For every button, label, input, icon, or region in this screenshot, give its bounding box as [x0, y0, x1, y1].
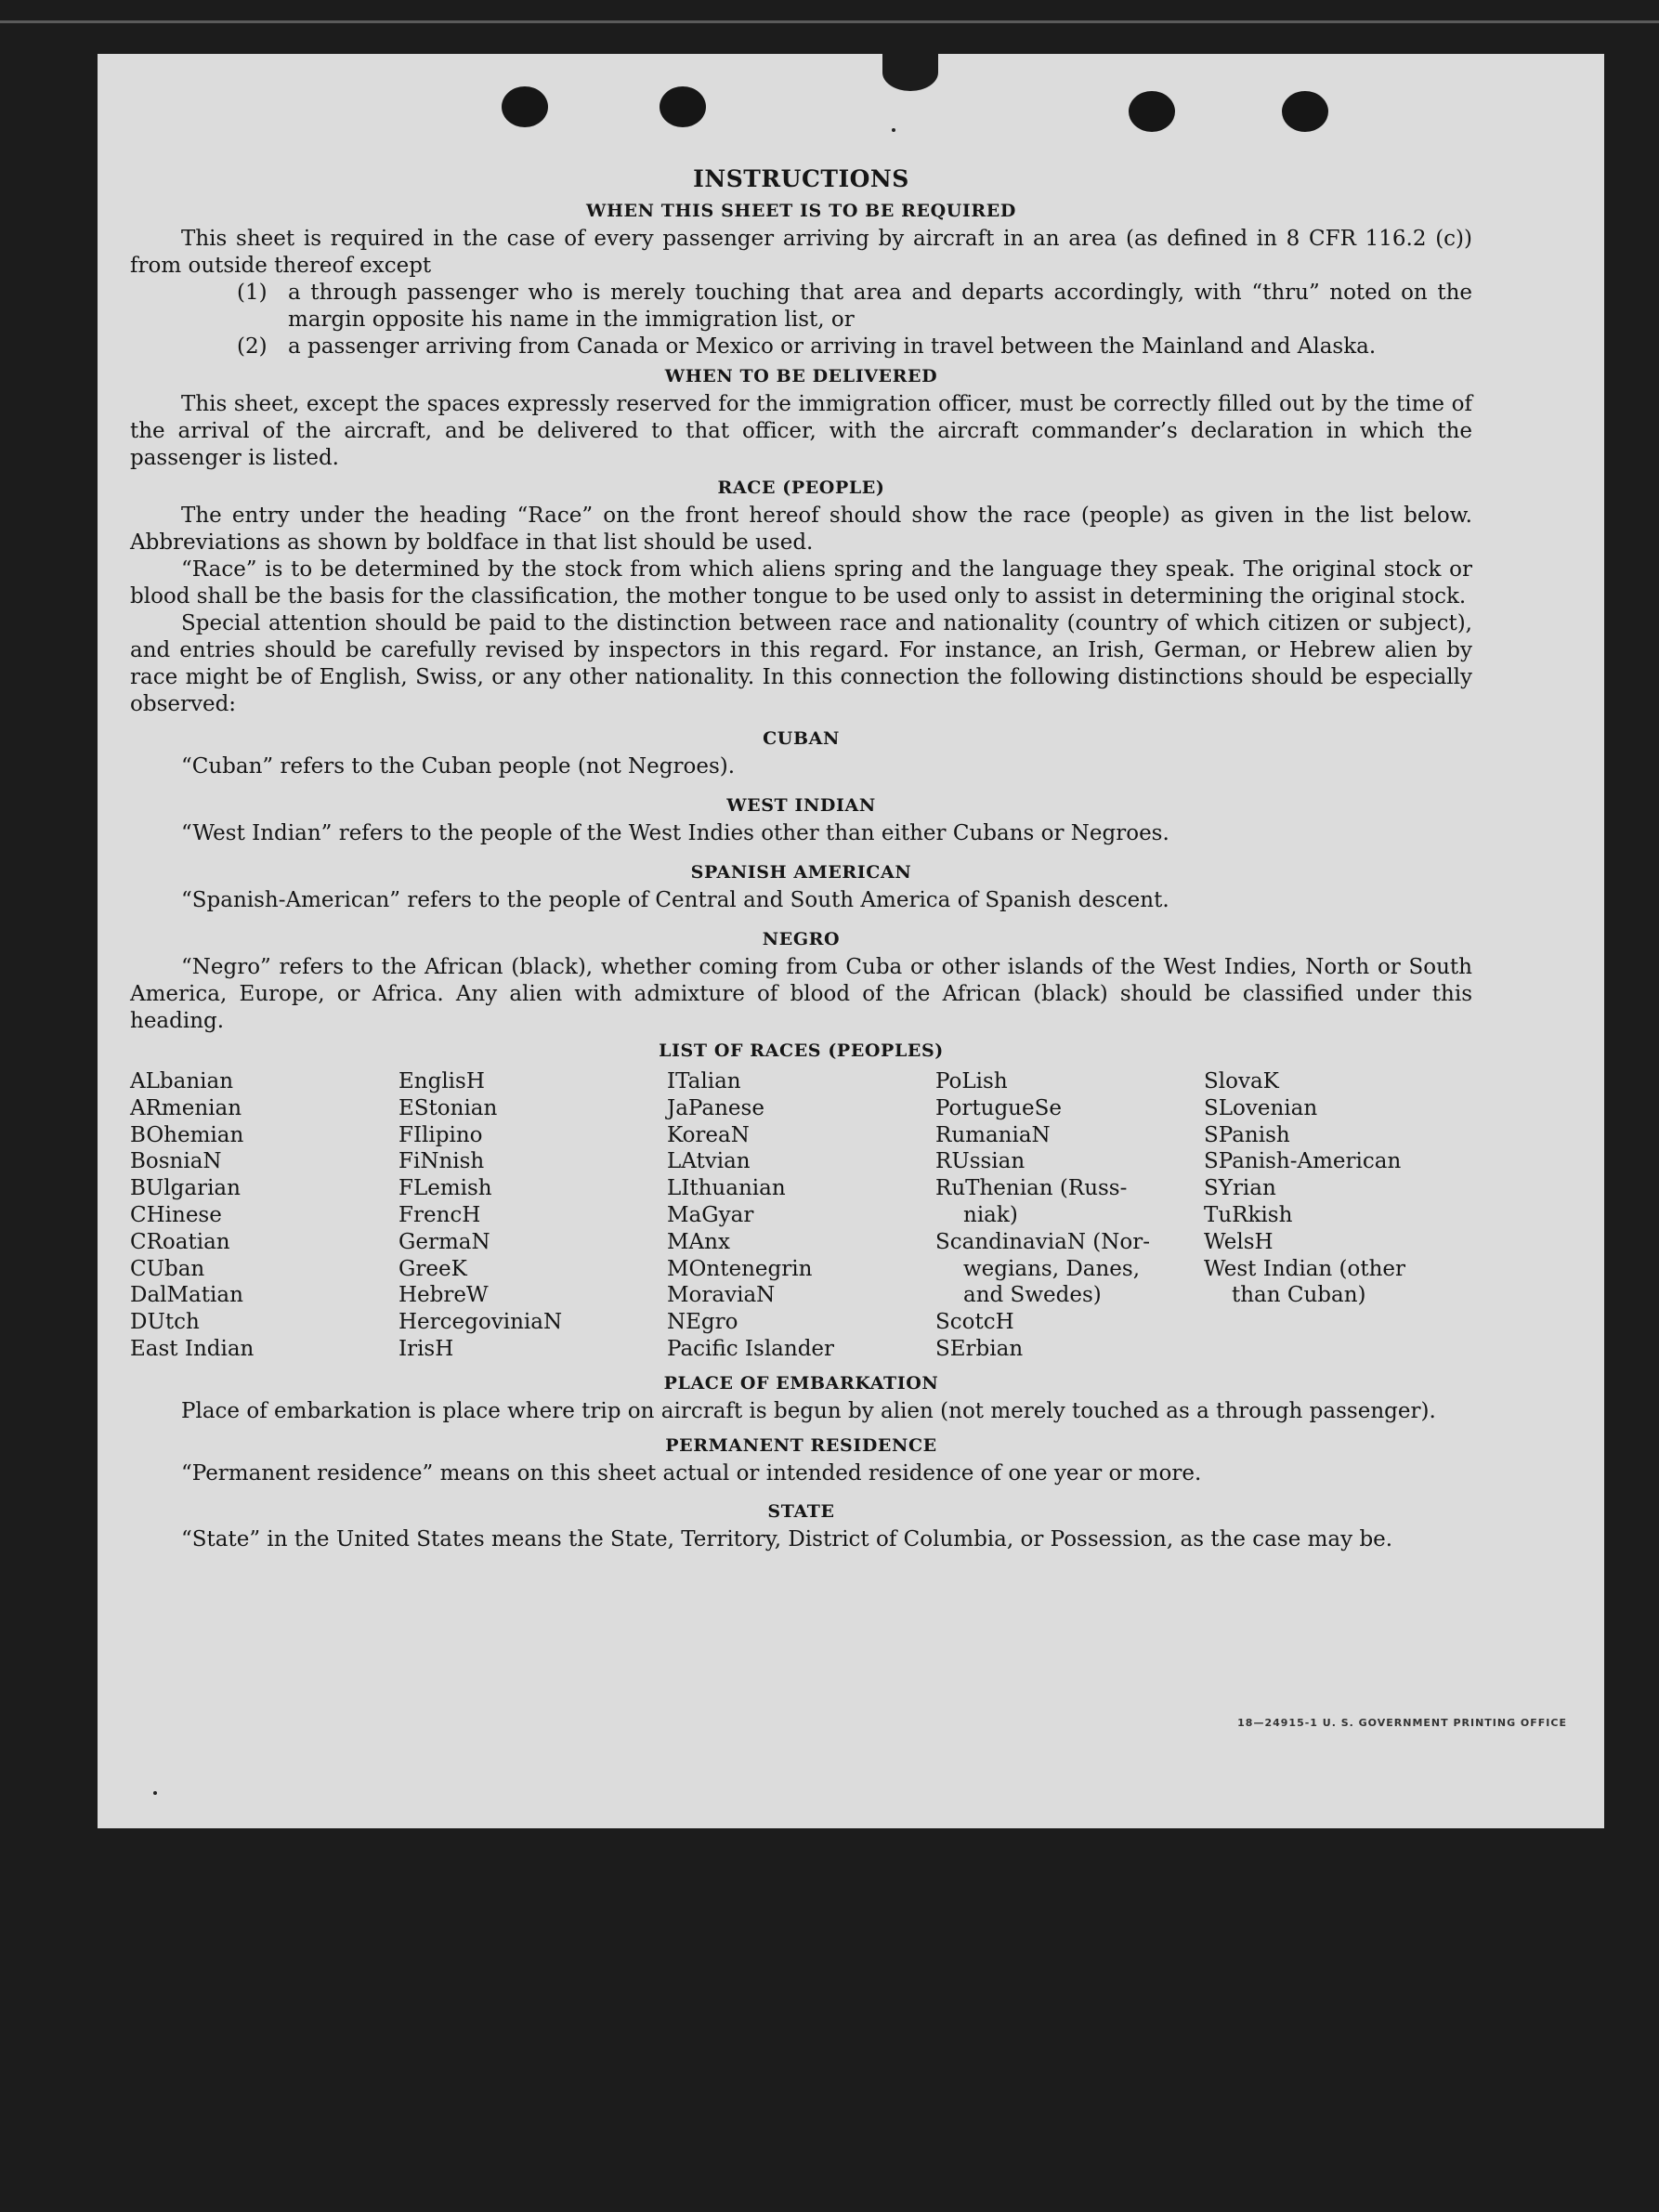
speck: [153, 1791, 157, 1795]
race-entry: MoraviaN: [667, 1283, 776, 1308]
race-entry: SPanish: [1204, 1122, 1290, 1147]
race-entry: WelsH: [1204, 1229, 1274, 1254]
speck: [892, 128, 895, 132]
item-text: a passenger arriving from Canada or Mexico or arriving in travel between the Mainland and Alaska.: [288, 334, 1377, 359]
race-entry: FiNnish: [398, 1149, 485, 1174]
item-number: (2): [237, 334, 268, 359]
race-entry: CUban: [130, 1256, 205, 1281]
race-entry: TuRkish: [1204, 1202, 1293, 1227]
section-heading-delivered: WHEN TO BE DELIVERED: [664, 366, 938, 386]
race-entry: HercegoviniaN: [398, 1310, 563, 1335]
printer-imprint: 18—24915-1 U. S. GOVERNMENT PRINTING OFFICE: [1237, 1717, 1567, 1729]
punch-hole: [1282, 91, 1328, 132]
race-entry: MAnx: [667, 1229, 730, 1254]
film-edge-line: [0, 20, 1659, 23]
race-entry: and Swedes): [963, 1283, 1102, 1308]
race-entry: SYrian: [1204, 1176, 1276, 1201]
race-entry: BUlgarian: [130, 1176, 241, 1201]
race-entry: ARmenian: [130, 1095, 242, 1120]
exception-item: [130, 334, 1472, 360]
cuban-text: “Cuban” refers to the Cuban people (not Negroes).: [181, 754, 736, 779]
race-entry: CRoatian: [130, 1229, 230, 1254]
race-entry: SErbian: [935, 1336, 1024, 1361]
race-entry: MaGyar: [667, 1202, 754, 1227]
race-list: [130, 1068, 1472, 1363]
race-entry: JaPanese: [667, 1095, 764, 1120]
delivered-text: This sheet, except the spaces expressly reserved for the immigration officer, must be correctly filled out by the time of the arrival of the aircraft, and be delivered to that officer, with the aircraft commander’s declaration in which the passenger is listed.: [130, 392, 1472, 470]
race-entry: RumaniaN: [935, 1122, 1051, 1147]
race-entry: DalMatian: [130, 1283, 243, 1308]
torn-notch: [882, 54, 938, 91]
spanish-american-text: “Spanish-American” refers to the people of Central and South America of Spanish descent.: [181, 888, 1169, 912]
race-column: [935, 1068, 1204, 1363]
race-entry: Pacific Islander: [667, 1336, 835, 1361]
race-entry: HebreW: [398, 1283, 489, 1308]
race-entry: MOntenegrin: [667, 1256, 813, 1281]
race-entry: ScandinaviaN (Nor-: [935, 1229, 1150, 1254]
instructions-body: [130, 165, 1472, 1553]
section-heading-cuban: CUBAN: [763, 728, 840, 749]
item-number: (1): [237, 281, 268, 305]
required-intro: This sheet is required in the case of every passenger arriving by aircraft in an area (as defined in 8 CFR 116.2 (c)) from outside thereof except: [130, 227, 1472, 278]
race-entry: DUtch: [130, 1310, 200, 1335]
race-entry: BOhemian: [130, 1122, 244, 1147]
race-entry: NEgro: [667, 1310, 738, 1335]
race-entry: GreeK: [398, 1256, 467, 1281]
race-entry: EnglisH: [398, 1069, 485, 1093]
race-entry: PortugueSe: [935, 1095, 1062, 1120]
embarkation-text: Place of embarkation is place where trip on aircraft is begun by alien (not merely touched as a through passenger).: [181, 1398, 1436, 1423]
race-entry: SLovenian: [1204, 1095, 1318, 1120]
race-entry: ALbanian: [130, 1069, 234, 1093]
race-entry: EStonian: [398, 1095, 498, 1120]
section-heading-state: STATE: [767, 1500, 835, 1522]
punch-hole: [660, 86, 706, 127]
document-sheet: [98, 54, 1604, 1828]
page-title: INSTRUCTIONS: [693, 165, 909, 192]
race-entry: East Indian: [130, 1336, 255, 1361]
race-entry: West Indian (other: [1204, 1256, 1406, 1281]
race-entry: RuThenian (Russ-: [935, 1176, 1128, 1201]
race-paragraph: The entry under the heading “Race” on the front hereof should show the race (people) as given in the list below. Abbreviations as shown by boldface in that list should be used.: [130, 504, 1472, 555]
residence-text: “Permanent residence” means on this sheet actual or intended residence of one year or more.: [181, 1460, 1202, 1486]
race-entry: ITalian: [667, 1069, 741, 1093]
race-column: [398, 1068, 667, 1363]
item-text: a through passenger who is merely touching that area and departs accordingly, with “thru” noted on the margin opposite his name in the immigration list, or: [288, 281, 1472, 332]
state-text: “State” in the United States means the State, Territory, District of Columbia, or Possession, as the case may be.: [181, 1526, 1393, 1551]
punch-hole: [1129, 91, 1175, 132]
section-heading-race: RACE (PEOPLE): [717, 478, 885, 498]
race-paragraph: Special attention should be paid to the distinction between race and nationality (country of which citizen or subject), and entries should be carefully revised by inspectors in this regard. For instance, an Irish, German, or Hebrew alien by race might be of English, Swiss, or any other nationality. In this connection the following distinctions should be especially observed:: [130, 611, 1472, 716]
west-indian-text: “West Indian” refers to the people of the West Indies other than either Cubans or Negroes.: [181, 821, 1169, 845]
list-heading: LIST OF RACES (PEOPLES): [659, 1041, 944, 1061]
race-entry: CHinese: [130, 1202, 222, 1227]
race-entry: KoreaN: [667, 1122, 750, 1147]
section-heading-negro: NEGRO: [762, 929, 841, 949]
punch-hole: [502, 86, 548, 127]
race-entry: IrisH: [398, 1336, 454, 1361]
race-entry: LAtvian: [667, 1149, 751, 1174]
section-heading-residence: PERMANENT RESIDENCE: [665, 1434, 937, 1456]
race-entry: PoLish: [935, 1069, 1008, 1093]
race-entry: SlovaK: [1204, 1069, 1279, 1093]
race-entry: FIlipino: [398, 1122, 483, 1147]
race-entry: GermaN: [398, 1229, 490, 1254]
race-entry: BosniaN: [130, 1149, 222, 1174]
race-entry: RUssian: [935, 1149, 1025, 1174]
section-heading-spanish-american: SPANISH AMERICAN: [690, 862, 912, 883]
race-column: [667, 1068, 935, 1363]
race-column: [130, 1068, 398, 1363]
race-entry: FLemish: [398, 1176, 492, 1201]
negro-text: “Negro” refers to the African (black), whether coming from Cuba or other islands of the West Indies, North or South America, Europe, or Africa. Any alien with admixture of blood of the African (black) should be classified under this heading.: [130, 955, 1472, 1033]
race-entry: than Cuban): [1232, 1283, 1366, 1308]
race-column: [1204, 1068, 1472, 1363]
race-entry: LIthuanian: [667, 1176, 786, 1201]
section-heading-required: WHEN THIS SHEET IS TO BE REQUIRED: [586, 201, 1016, 221]
section-heading-embarkation: PLACE OF EMBARKATION: [663, 1372, 939, 1394]
race-entry: SPanish-American: [1204, 1149, 1402, 1174]
section-heading-west-indian: WEST INDIAN: [726, 795, 876, 816]
race-paragraph: “Race” is to be determined by the stock from which aliens spring and the language they speak. The original stock or blood shall be the basis for the classification, the mother tongue to be used only to assist in determining the original stock.: [130, 557, 1472, 609]
race-entry: FrencH: [398, 1202, 481, 1227]
race-entry: niak): [963, 1202, 1018, 1227]
race-entry: wegians, Danes,: [963, 1256, 1141, 1281]
race-entry: ScotcH: [935, 1310, 1014, 1335]
exception-item: [130, 280, 1472, 334]
